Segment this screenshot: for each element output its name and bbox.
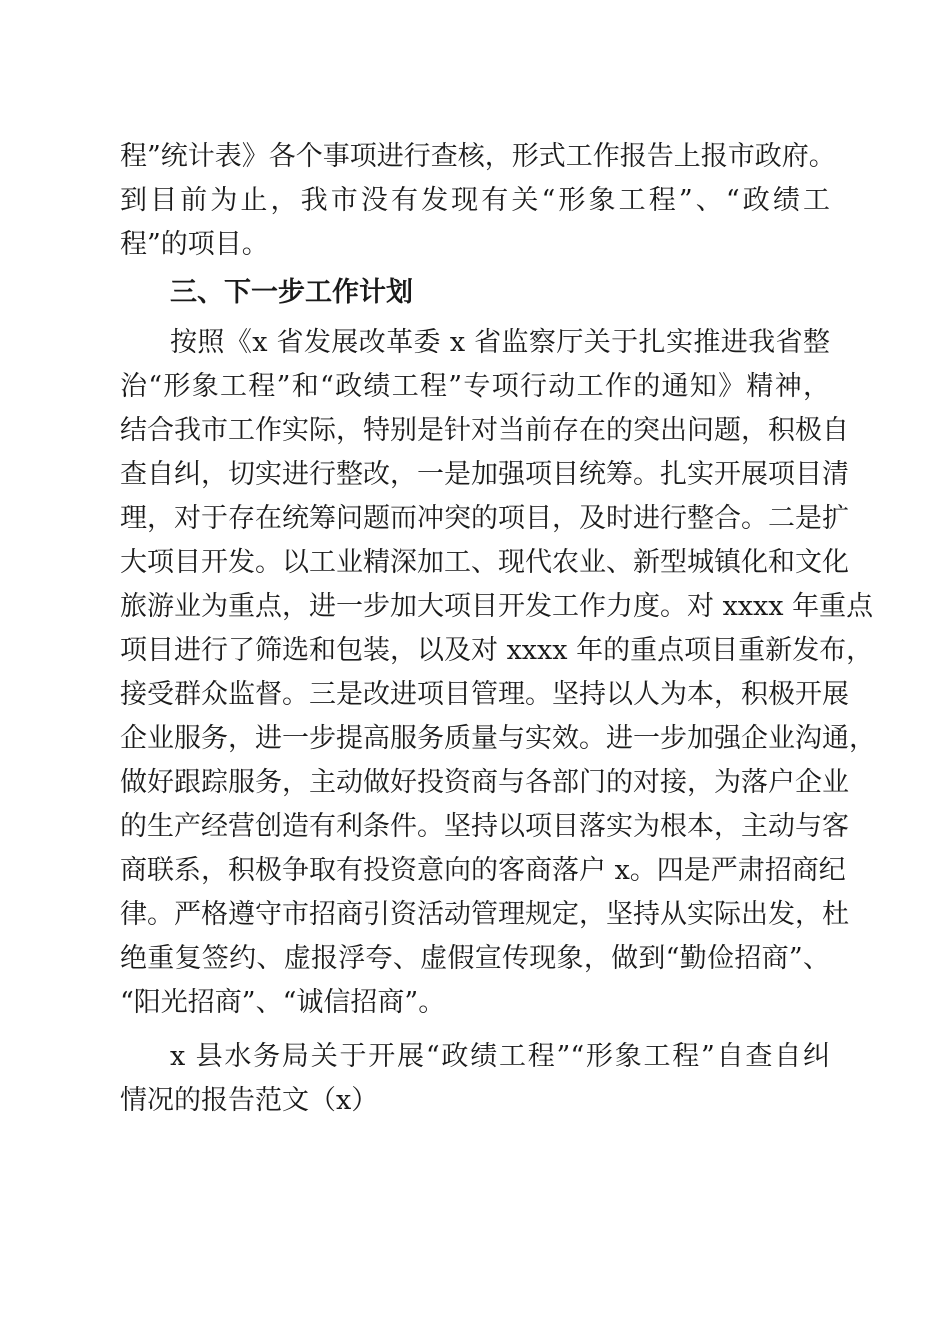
paragraph-2-line-4: 查自纠，切实进行整改，一是加强项目统筹。扎实开展项目清 [120,459,849,490]
paragraph-2-line-5: 理，对于存在统筹问题而冲突的项目，及时进行整合。二是扩 [120,503,849,534]
paragraph-2-line-9: 接受群众监督。三是改进项目管理。坚持以人为本，积极开展 [120,679,849,710]
paragraph-1-line-3: 程”的项目。 [120,229,269,260]
paragraph-1-line-1: 程”统计表》各个事项进行查核，形式工作报告上报市政府。 [120,141,836,172]
paragraph-3-line-1: x 县水务局关于开展“政绩工程”“形象工程”自查自纠 [170,1041,830,1072]
paragraph-2-line-11: 做好跟踪服务，主动做好投资商与各部门的对接，为落户企业 [120,767,849,798]
section-heading: 三、下一步工作计划 [170,277,413,308]
paragraph-2-line-15: 绝重复签约、虚报浮夸、虚假宣传现象，做到“勤俭招商”、 [120,943,830,974]
paragraph-2-line-3: 结合我市工作实际，特别是针对当前存在的突出问题，积极自 [120,415,849,446]
paragraph-2-line-13: 商联系，积极争取有投资意向的客商落户 x。四是严肃招商纪 [120,855,846,886]
paragraph-2-line-7: 旅游业为重点，进一步加大项目开发工作力度。对 xxxx 年重点 [120,591,874,622]
paragraph-2-line-2: 治“形象工程”和“政绩工程”专项行动工作的通知》精神， [120,371,830,402]
paragraph-2-line-16: “阳光招商”、“诚信招商”。 [120,987,446,1018]
paragraph-1-line-2: 到目前为止，我市没有发现有关“形象工程”、“政绩工 [120,185,830,216]
paragraph-3-line-2: 情况的报告范文（x） [120,1085,379,1116]
paragraph-2-line-1: 按照《x 省发展改革委 x 省监察厅关于扎实推进我省整 [170,327,830,358]
paragraph-2-line-8: 项目进行了筛选和包装，以及对 xxxx 年的重点项目重新发布， [120,635,874,666]
paragraph-2-line-12: 的生产经营创造有利条件。坚持以项目落实为根本，主动与客 [120,811,849,842]
paragraph-2-line-6: 大项目开发。以工业精深加工、现代农业、新型城镇化和文化 [120,547,849,578]
paragraph-2-line-14: 律。严格遵守市招商引资活动管理规定，坚持从实际出发，杜 [120,899,849,930]
paragraph-2-line-10: 企业服务，进一步提高服务质量与实效。进一步加强企业沟通， [120,723,876,754]
